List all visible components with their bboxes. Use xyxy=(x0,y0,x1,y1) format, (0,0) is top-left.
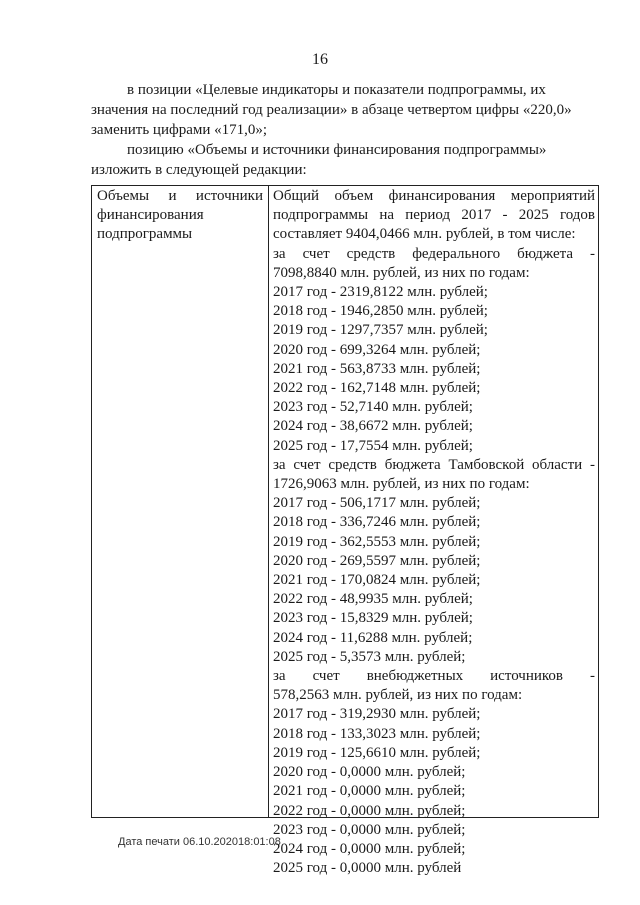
extrabudget-year: 2024 год - 0,0000 млн. рублей; xyxy=(273,840,466,857)
intro-line: позицию «Объемы и источники финансирования подпрограммы» xyxy=(127,142,547,158)
extrabudget-year: 2017 год - 319,2930 млн. рублей; xyxy=(273,706,481,723)
page-number: 16 xyxy=(312,51,328,68)
intro-line: изложить в следующей редакции: xyxy=(91,162,307,178)
federal-year: 2019 год - 1297,7357 млн. рублей; xyxy=(273,322,488,339)
regional-line: за счет средств бюджета Тамбовской области - xyxy=(273,456,595,473)
regional-year: 2019 год - 362,5553 млн. рублей; xyxy=(273,533,481,550)
table-column-divider xyxy=(268,186,269,817)
regional-year: 2025 год - 5,3573 млн. рублей; xyxy=(273,648,466,665)
regional-year: 2021 год - 170,0824 млн. рублей; xyxy=(273,572,481,589)
regional-year: 2023 год - 15,8329 млн. рублей; xyxy=(273,610,473,627)
federal-year: 2018 год - 1946,2850 млн. рублей; xyxy=(273,303,488,320)
regional-year: 2017 год - 506,1717 млн. рублей; xyxy=(273,495,481,512)
table-right-cell xyxy=(273,187,595,878)
federal-year: 2025 год - 17,7554 млн. рублей; xyxy=(273,437,473,454)
extrabudget-year: 2019 год - 125,6610 млн. рублей; xyxy=(273,744,481,761)
federal-year: 2023 год - 52,7140 млн. рублей; xyxy=(273,399,473,416)
federal-year: 2021 год - 563,8733 млн. рублей; xyxy=(273,360,481,377)
federal-line: 7098,8840 млн. рублей, из них по годам: xyxy=(273,264,530,281)
extrabudget-year: 2025 год - 0,0000 млн. рублей xyxy=(273,860,462,877)
extrabudget-year: 2023 год - 0,0000 млн. рублей; xyxy=(273,821,466,838)
left-cell-line: подпрограммы xyxy=(97,226,193,243)
regional-year: 2022 год - 48,9935 млн. рублей; xyxy=(273,591,473,608)
extrabudget-year: 2020 год - 0,0000 млн. рублей; xyxy=(273,764,466,781)
regional-year: 2024 год - 11,6288 млн. рублей; xyxy=(273,629,473,646)
extrabudget-year: 2022 год - 0,0000 млн. рублей; xyxy=(273,802,466,819)
total-line: составляет 9404,0466 млн. рублей, в том числе: xyxy=(273,226,576,243)
extrabudget-line: за счет внебюджетных источников - xyxy=(273,668,595,685)
federal-year: 2020 год - 699,3264 млн. рублей; xyxy=(273,341,481,358)
left-cell-line: финансирования xyxy=(97,207,204,224)
extrabudget-line: 578,2563 млн. рублей, из них по годам: xyxy=(273,687,523,704)
table-left-cell xyxy=(97,187,263,245)
federal-year: 2017 год - 2319,8122 млн. рублей; xyxy=(273,284,488,301)
federal-year: 2024 год - 38,6672 млн. рублей; xyxy=(273,418,473,435)
regional-year: 2020 год - 269,5597 млн. рублей; xyxy=(273,552,481,569)
total-line: Общий объем финансирования мероприятий xyxy=(273,188,595,204)
federal-line: за счет средств федерального бюджета - xyxy=(273,245,595,262)
amendment-text xyxy=(91,80,599,180)
intro-line: значения на последний год реализации» в абзаце четвертом цифры «220,0» xyxy=(91,102,572,118)
regional-line: 1726,9063 млн. рублей, из них по годам: xyxy=(273,476,530,493)
regional-year: 2018 год - 336,7246 млн. рублей; xyxy=(273,514,481,531)
left-cell-line: Объемы и источники xyxy=(97,188,263,204)
intro-line: в позиции «Целевые индикаторы и показатели подпрограммы, их xyxy=(127,82,546,98)
print-date-footer: Дата печати 06.10.202018:01:08 xyxy=(118,836,281,848)
extrabudget-year: 2018 год - 133,3023 млн. рублей; xyxy=(273,725,481,742)
federal-year: 2022 год - 162,7148 млн. рублей; xyxy=(273,380,481,397)
total-line: подпрограммы на период 2017 - 2025 годов xyxy=(273,207,595,224)
extrabudget-year: 2021 год - 0,0000 млн. рублей; xyxy=(273,783,466,800)
intro-line: заменить цифрами «171,0»; xyxy=(91,122,268,138)
